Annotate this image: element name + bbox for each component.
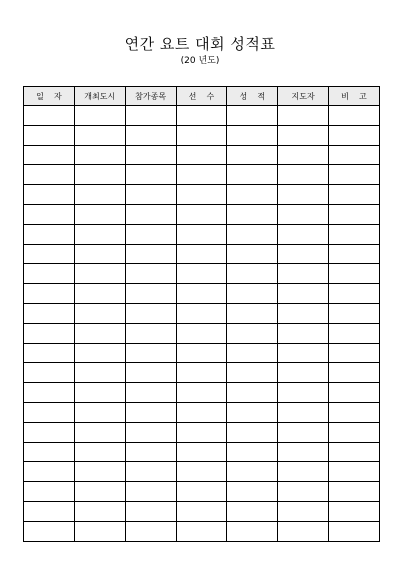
table-cell xyxy=(329,125,380,145)
table-cell xyxy=(278,363,329,383)
header-result: 성 적 xyxy=(227,87,278,106)
page-title: 연간 요트 대회 성적표 xyxy=(124,35,276,53)
table-body xyxy=(24,106,380,542)
table-cell xyxy=(176,125,227,145)
table-cell xyxy=(125,125,176,145)
table-cell xyxy=(74,204,125,224)
table-cell xyxy=(329,402,380,422)
table-cell xyxy=(278,303,329,323)
table-cell xyxy=(24,521,75,541)
table-cell xyxy=(74,501,125,521)
table-cell xyxy=(227,383,278,403)
table-cell xyxy=(176,244,227,264)
table-cell xyxy=(24,383,75,403)
table-cell xyxy=(329,145,380,165)
table-cell xyxy=(227,442,278,462)
table-cell xyxy=(125,462,176,482)
table-cell xyxy=(24,482,75,502)
table-cell xyxy=(125,363,176,383)
table-cell xyxy=(24,204,75,224)
table-cell xyxy=(125,422,176,442)
table-cell xyxy=(176,462,227,482)
table-cell xyxy=(329,165,380,185)
table-cell xyxy=(176,204,227,224)
results-table xyxy=(23,86,380,542)
table-cell xyxy=(329,264,380,284)
table-cell xyxy=(24,343,75,363)
table-cell xyxy=(125,343,176,363)
table-cell xyxy=(125,442,176,462)
table-cell xyxy=(74,303,125,323)
table-cell xyxy=(176,501,227,521)
table-cell xyxy=(227,125,278,145)
table-cell xyxy=(24,264,75,284)
table-row xyxy=(24,204,380,224)
table-cell xyxy=(24,165,75,185)
table-cell xyxy=(176,284,227,304)
table-cell xyxy=(24,363,75,383)
table-cell xyxy=(329,462,380,482)
year-subtitle: (20 년도) xyxy=(180,56,220,66)
table-row xyxy=(24,145,380,165)
table-cell xyxy=(24,106,75,126)
table-cell xyxy=(227,482,278,502)
table-row xyxy=(24,363,380,383)
table-cell xyxy=(329,383,380,403)
table-cell xyxy=(329,521,380,541)
table-cell xyxy=(125,521,176,541)
table-cell xyxy=(329,204,380,224)
table-cell xyxy=(24,422,75,442)
table-cell xyxy=(74,106,125,126)
table-cell xyxy=(329,501,380,521)
table-row xyxy=(24,106,380,126)
table-cell xyxy=(125,244,176,264)
table-cell xyxy=(74,402,125,422)
table-cell xyxy=(278,185,329,205)
table-cell xyxy=(74,284,125,304)
table-cell xyxy=(278,343,329,363)
table-cell xyxy=(278,106,329,126)
table-cell xyxy=(125,106,176,126)
table-cell xyxy=(176,303,227,323)
table-cell xyxy=(329,303,380,323)
table-cell xyxy=(24,145,75,165)
table-cell xyxy=(227,343,278,363)
table-cell xyxy=(227,165,278,185)
table-cell xyxy=(227,323,278,343)
header-row xyxy=(24,87,380,106)
table-cell xyxy=(227,106,278,126)
table-row xyxy=(24,224,380,244)
table-cell xyxy=(278,521,329,541)
table-row xyxy=(24,462,380,482)
table-cell xyxy=(278,383,329,403)
table-cell xyxy=(227,145,278,165)
table-row xyxy=(24,442,380,462)
header-host-city: 개최도시 xyxy=(74,87,125,106)
table-cell xyxy=(24,303,75,323)
table-cell xyxy=(125,264,176,284)
table-cell xyxy=(278,284,329,304)
table-row xyxy=(24,402,380,422)
table-row xyxy=(24,343,380,363)
table-cell xyxy=(278,501,329,521)
header-remarks: 비 고 xyxy=(329,87,380,106)
table-cell xyxy=(176,323,227,343)
table-cell xyxy=(74,363,125,383)
table-cell xyxy=(24,244,75,264)
table-cell xyxy=(278,462,329,482)
table-cell xyxy=(125,482,176,502)
table-cell xyxy=(125,185,176,205)
table-cell xyxy=(125,224,176,244)
table-cell xyxy=(278,264,329,284)
table-cell xyxy=(74,422,125,442)
table-cell xyxy=(227,224,278,244)
table-cell xyxy=(176,145,227,165)
table-cell xyxy=(278,204,329,224)
table-row xyxy=(24,383,380,403)
table-row xyxy=(24,323,380,343)
table-cell xyxy=(278,125,329,145)
table-cell xyxy=(24,284,75,304)
table-row xyxy=(24,125,380,145)
table-cell xyxy=(125,303,176,323)
table-cell xyxy=(329,244,380,264)
table-cell xyxy=(227,204,278,224)
header-date: 일 자 xyxy=(24,87,75,106)
table-cell xyxy=(278,482,329,502)
table-cell xyxy=(278,145,329,165)
table-cell xyxy=(24,402,75,422)
table-cell xyxy=(24,442,75,462)
table-cell xyxy=(24,323,75,343)
table-cell xyxy=(74,224,125,244)
table-cell xyxy=(278,442,329,462)
table-cell xyxy=(74,521,125,541)
table-cell xyxy=(329,185,380,205)
table-cell xyxy=(24,185,75,205)
table-cell xyxy=(329,284,380,304)
table-cell xyxy=(125,383,176,403)
table-row xyxy=(24,521,380,541)
header-event: 참가종목 xyxy=(125,87,176,106)
table-cell xyxy=(278,165,329,185)
table-cell xyxy=(125,165,176,185)
table-cell xyxy=(74,244,125,264)
table-cell xyxy=(176,185,227,205)
table-cell xyxy=(176,224,227,244)
table-cell xyxy=(125,284,176,304)
table-cell xyxy=(227,462,278,482)
table-cell xyxy=(176,521,227,541)
header-athlete: 선 수 xyxy=(176,87,227,106)
table-cell xyxy=(329,482,380,502)
table-row xyxy=(24,244,380,264)
table-cell xyxy=(74,185,125,205)
table-cell xyxy=(278,402,329,422)
table-cell xyxy=(329,323,380,343)
table-cell xyxy=(74,165,125,185)
table-cell xyxy=(227,521,278,541)
table-cell xyxy=(329,224,380,244)
table-cell xyxy=(176,343,227,363)
table-row xyxy=(24,165,380,185)
table-cell xyxy=(74,442,125,462)
table-cell xyxy=(74,323,125,343)
table-cell xyxy=(227,264,278,284)
table-row xyxy=(24,482,380,502)
table-row xyxy=(24,185,380,205)
table-cell xyxy=(227,422,278,442)
table-cell xyxy=(329,363,380,383)
table-cell xyxy=(176,106,227,126)
table-cell xyxy=(24,125,75,145)
table-cell xyxy=(74,125,125,145)
table-cell xyxy=(125,402,176,422)
table-cell xyxy=(74,383,125,403)
table-cell xyxy=(176,422,227,442)
table-cell xyxy=(176,383,227,403)
table-cell xyxy=(329,343,380,363)
table-cell xyxy=(125,145,176,165)
table-cell xyxy=(329,106,380,126)
table-cell xyxy=(278,323,329,343)
table-cell xyxy=(176,442,227,462)
table-cell xyxy=(329,442,380,462)
table-cell xyxy=(227,244,278,264)
table-cell xyxy=(176,363,227,383)
table-cell xyxy=(74,482,125,502)
table-row xyxy=(24,264,380,284)
table-cell xyxy=(24,462,75,482)
table-cell xyxy=(227,303,278,323)
table-row xyxy=(24,284,380,304)
table-cell xyxy=(125,501,176,521)
table-cell xyxy=(176,165,227,185)
table-row xyxy=(24,422,380,442)
table-cell xyxy=(74,145,125,165)
table-cell xyxy=(227,402,278,422)
table-row xyxy=(24,501,380,521)
table-cell xyxy=(176,264,227,284)
table-cell xyxy=(125,323,176,343)
table-cell xyxy=(24,224,75,244)
table-cell xyxy=(278,244,329,264)
table-cell xyxy=(74,264,125,284)
table-cell xyxy=(227,501,278,521)
header-coach: 지도자 xyxy=(278,87,329,106)
table-cell xyxy=(329,422,380,442)
table-cell xyxy=(278,422,329,442)
table-cell xyxy=(176,482,227,502)
table-row xyxy=(24,303,380,323)
table-cell xyxy=(74,462,125,482)
table-cell xyxy=(227,284,278,304)
table-cell xyxy=(24,501,75,521)
table-cell xyxy=(74,343,125,363)
table-cell xyxy=(278,224,329,244)
table-cell xyxy=(125,204,176,224)
table-cell xyxy=(227,185,278,205)
table-cell xyxy=(176,402,227,422)
table-cell xyxy=(227,363,278,383)
